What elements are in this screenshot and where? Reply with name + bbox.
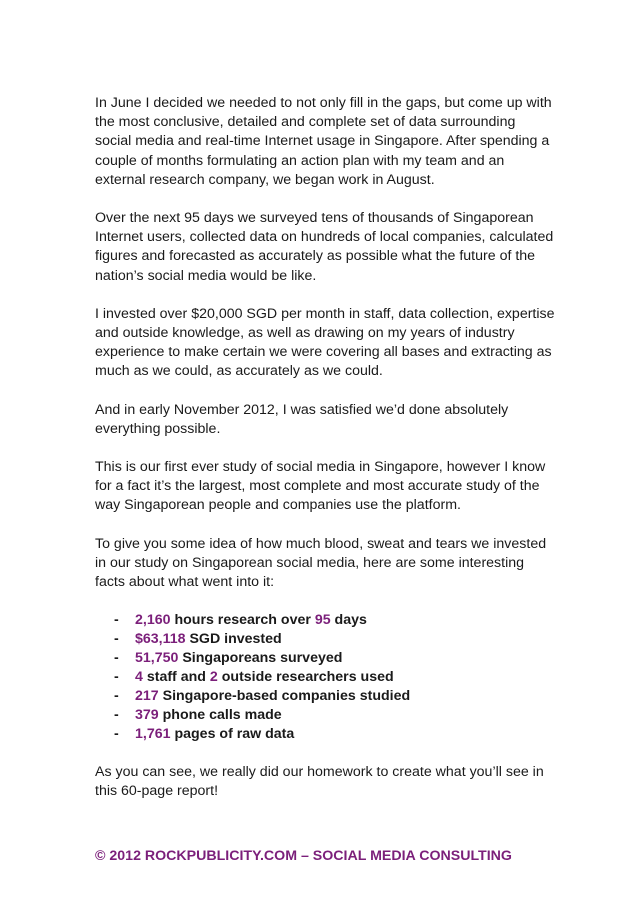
- fact-item-invested: - $63,118 SGD invested: [114, 631, 282, 648]
- paragraph-investment: I invested over $20,000 SGD per month in staff, data collection, expertise and outside knowledge, as well as drawing on my years of industry experience to make certain we were covering all bases and extracting as much as we could, as accurately as we could.: [95, 305, 555, 380]
- paragraph-november: And in early November 2012, I was satisfied we’d done absolutely everything possible.: [95, 401, 509, 437]
- fact-item-pages: - 1,761 pages of raw data: [114, 726, 295, 743]
- fact-value: 379: [135, 707, 159, 724]
- fact-item-surveyed: - 51,750 Singaporeans surveyed: [114, 650, 343, 667]
- paragraph-closing: As you can see, we really did our homework to create what you’ll see in this 60-page report!: [95, 764, 544, 800]
- paragraph-first-study: This is our first ever study of social media in Singapore, however I know for a fact it’s the largest, most complete and most accurate study of the way Singaporean people and companies use the platform.: [95, 459, 546, 514]
- fact-item-companies: - 217 Singapore-based companies studied: [114, 688, 411, 705]
- fact-value: 2: [209, 669, 218, 686]
- paragraph-survey: Over the next 95 days we surveyed tens of thousands of Singaporean Internet users, collected data on hundreds of local companies, calculated figures and forecasted as accurately as possible what the future of the nation’s social media would be like.: [95, 210, 554, 284]
- fact-item-calls: - 379 phone calls made: [114, 707, 282, 724]
- fact-value: $63,118: [135, 631, 186, 648]
- paragraph-facts-intro: To give you some idea of how much blood, sweat and tears we invested in our study on Singaporean social media, here are some interesting facts about what went into it:: [95, 535, 547, 591]
- fact-value: 95: [314, 612, 331, 629]
- fact-value: 1,761: [135, 726, 171, 743]
- fact-value: 2,160: [135, 612, 171, 629]
- fact-value: 51,750: [135, 650, 179, 667]
- fact-item-hours: - 2,160 hours research over 95 days: [114, 612, 367, 629]
- paragraph-intro: In June I decided we needed to not only fill in the gaps, but come up with the most conclusive, detailed and complete set of data surrounding social media and real-time Internet usage in Singapore. After spending a couple of months formulating an action plan with my team and an external research company, we began work in August.: [95, 95, 552, 188]
- footer-copyright: © 2012 ROCKPUBLICITY.COM – SOCIAL MEDIA CONSULTING: [95, 848, 512, 864]
- fact-item-staff: - 4 staff and 2 outside researchers used: [114, 669, 394, 686]
- facts-list: [95, 611, 555, 744]
- body-text: [95, 94, 555, 821]
- fact-value: 217: [135, 688, 159, 705]
- fact-value: 4: [135, 669, 143, 686]
